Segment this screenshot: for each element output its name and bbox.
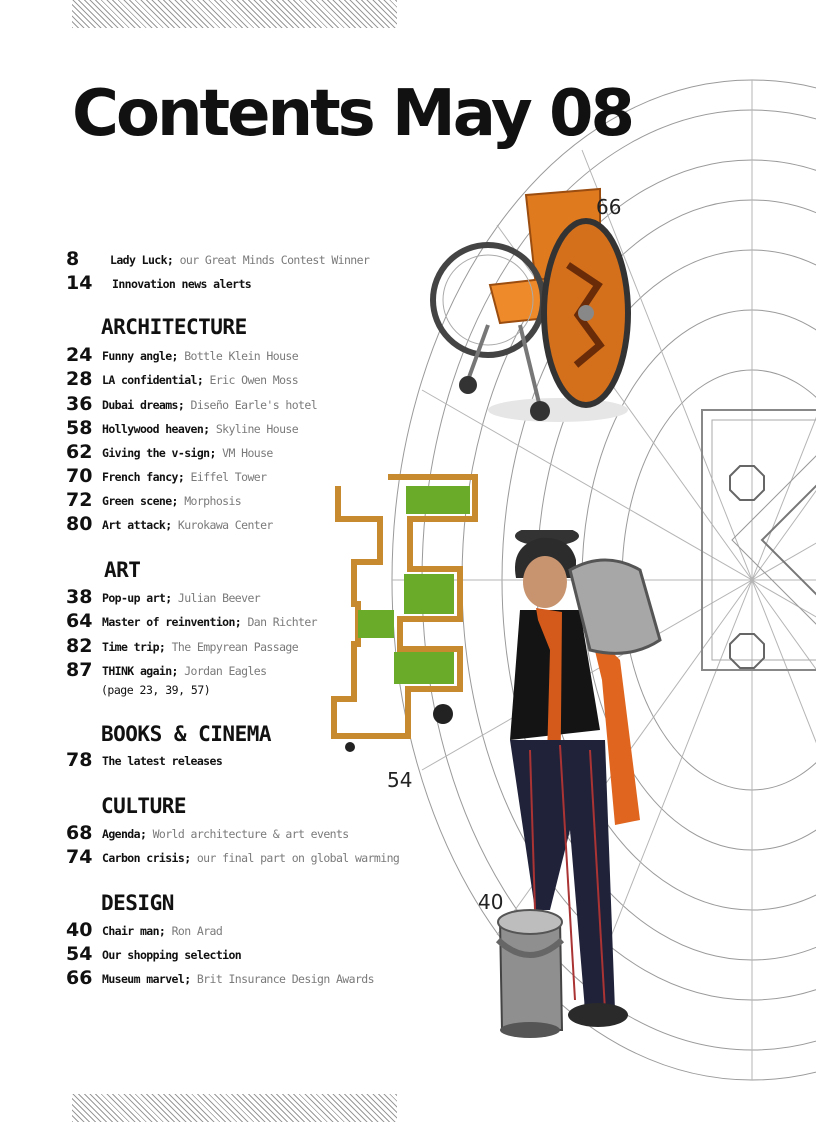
toc-page-number: 54 <box>66 943 93 965</box>
toc-subtitle: Diseño Earle's hotel <box>184 398 318 412</box>
toc-page-number: 62 <box>66 441 93 463</box>
chair-man-page-number: 40 <box>478 890 504 914</box>
toc-headline: THINK again; <box>102 664 178 678</box>
toc-page-number: 24 <box>66 344 93 366</box>
shelf-page-number: 54 <box>387 768 413 792</box>
toc-headline: Giving the v-sign; <box>102 446 216 460</box>
toc-headline: Museum marvel; <box>102 972 191 986</box>
section-heading-books-cinema: BOOKS & CINEMA <box>101 722 272 746</box>
toc-page-number: 66 <box>66 967 93 989</box>
toc-page-number: 80 <box>66 513 93 535</box>
toc-headline: Our shopping selection <box>102 948 242 962</box>
toc-subtitle: our Great Minds Contest Winner <box>173 253 370 267</box>
hatch-pattern-top <box>72 0 397 28</box>
toc-page-number: 58 <box>66 417 93 439</box>
toc-headline: Green scene; <box>102 494 178 508</box>
toc-headline: Innovation news alerts <box>112 277 252 291</box>
toc-subtitle: Dan Richter <box>241 615 318 629</box>
toc-subtitle: Eric Owen Moss <box>203 373 299 387</box>
toc-subtitle: Bottle Klein House <box>177 349 299 363</box>
section-heading-art: ART <box>104 558 141 582</box>
toc-page-number: 87 <box>66 659 93 681</box>
page-title: Contents May 08 <box>72 77 632 151</box>
toc-headline: Time trip; <box>102 640 166 654</box>
toc-page-number: 68 <box>66 822 93 844</box>
toc-subtitle: Kurokawa Center <box>171 518 273 532</box>
toc-headline: Lady Luck; <box>110 253 174 267</box>
toc-subtitle: VM House <box>215 446 273 460</box>
toc-page-number: 82 <box>66 635 93 657</box>
toc-subtitle: Jordan Eagles <box>177 664 267 678</box>
toc-headline: Hollywood heaven; <box>102 422 210 436</box>
toc-page-number: 14 <box>66 272 93 294</box>
toc-headline: Funny angle; <box>102 349 178 363</box>
toc-page-number: 40 <box>66 919 93 941</box>
wheelchair-page-number: 66 <box>596 195 622 219</box>
toc-headline: Agenda; <box>102 827 147 841</box>
toc-page-number: 70 <box>66 465 93 487</box>
toc-subtitle: The Empyrean Passage <box>165 640 299 654</box>
section-heading-architecture: ARCHITECTURE <box>101 315 247 339</box>
toc-subtitle: World architecture & art events <box>146 827 349 841</box>
toc-page-number: 64 <box>66 610 93 632</box>
toc-headline: Carbon crisis; <box>102 851 191 865</box>
hatch-pattern-bottom <box>72 1094 397 1122</box>
toc-subtitle: Eiffel Tower <box>184 470 267 484</box>
toc-subtitle: Brit Insurance Design Awards <box>190 972 374 986</box>
toc-headline: LA confidential; <box>102 373 204 387</box>
designer-man-photo <box>490 530 680 1065</box>
toc-subtitle: Morphosis <box>177 494 242 508</box>
toc-headline: Pop-up art; <box>102 591 172 605</box>
toc-subtitle: Ron Arad <box>165 924 223 938</box>
toc-subtitle: Julian Beever <box>171 591 261 605</box>
toc-page-number: 28 <box>66 368 93 390</box>
toc-page-number: 72 <box>66 489 93 511</box>
toc-subtitle: our final part on global warming <box>190 851 400 865</box>
toc-headline: Art attack; <box>102 518 172 532</box>
toc-headline: Master of reinvention; <box>102 615 242 629</box>
toc-page-number: 78 <box>66 749 93 771</box>
toc-headline: Chair man; <box>102 924 166 938</box>
toc-page-number: 36 <box>66 393 93 415</box>
zigzag-shelf-image <box>330 474 478 754</box>
page-reference-note: (page 23, 39, 57) <box>101 683 211 697</box>
section-heading-design: DESIGN <box>101 891 174 915</box>
toc-page-number: 38 <box>66 586 93 608</box>
toc-page-number: 74 <box>66 846 93 868</box>
toc-headline: The latest releases <box>102 754 223 768</box>
toc-headline: Dubai dreams; <box>102 398 185 412</box>
toc-page-number: 8 <box>66 248 80 270</box>
toc-headline: French fancy; <box>102 470 185 484</box>
section-heading-culture: CULTURE <box>101 794 187 818</box>
toc-subtitle: Skyline House <box>209 422 299 436</box>
